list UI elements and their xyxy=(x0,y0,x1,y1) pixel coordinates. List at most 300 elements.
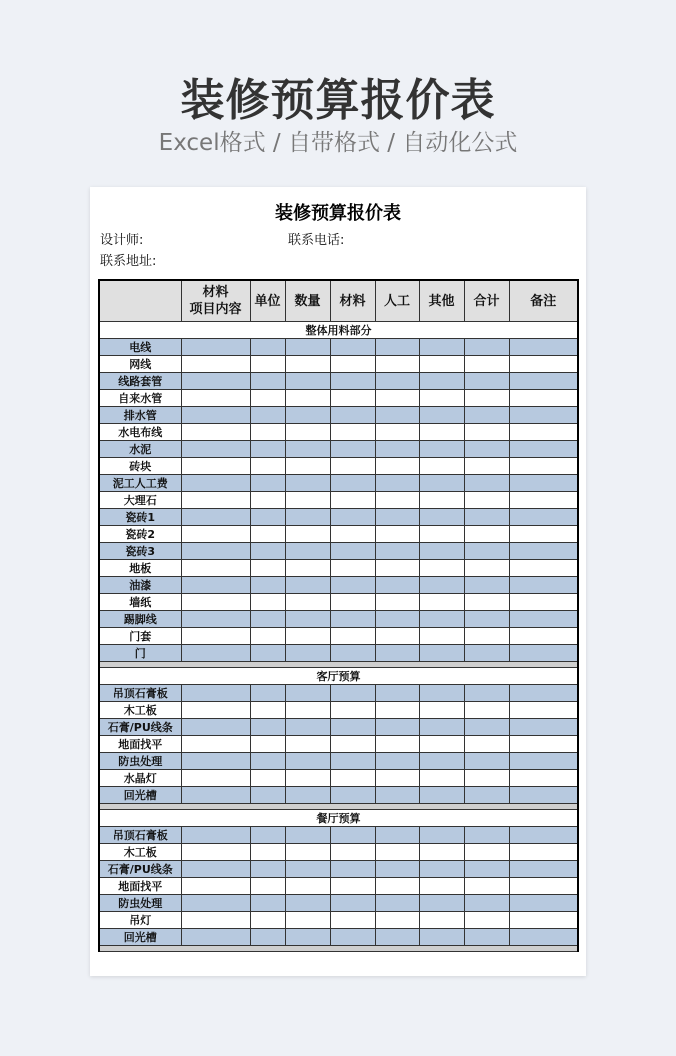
input-cell[interactable] xyxy=(509,645,578,662)
input-cell[interactable] xyxy=(181,787,250,804)
input-cell[interactable] xyxy=(464,373,509,390)
input-cell[interactable] xyxy=(509,356,578,373)
input-cell[interactable] xyxy=(285,861,330,878)
section-divider-cell xyxy=(99,946,578,952)
input-cell[interactable] xyxy=(419,441,464,458)
input-cell[interactable] xyxy=(285,492,330,509)
item-name-cell: 水电布线 xyxy=(99,424,181,441)
item-name-cell: 石膏/PU线条 xyxy=(99,719,181,736)
input-cell[interactable] xyxy=(250,356,285,373)
input-cell[interactable] xyxy=(419,373,464,390)
input-cell[interactable] xyxy=(330,458,375,475)
input-cell[interactable] xyxy=(250,912,285,929)
section-header-row xyxy=(99,322,578,339)
input-cell[interactable] xyxy=(375,645,419,662)
input-cell[interactable] xyxy=(464,458,509,475)
table-row xyxy=(99,339,578,356)
designer-label: 设计师: xyxy=(100,233,144,248)
input-cell[interactable] xyxy=(330,702,375,719)
input-cell[interactable] xyxy=(509,577,578,594)
input-cell[interactable] xyxy=(181,526,250,543)
input-cell[interactable] xyxy=(419,736,464,753)
input-cell[interactable] xyxy=(285,356,330,373)
input-cell[interactable] xyxy=(285,611,330,628)
input-cell[interactable] xyxy=(419,543,464,560)
input-cell[interactable] xyxy=(419,685,464,702)
input-cell[interactable] xyxy=(464,492,509,509)
table-row xyxy=(99,390,578,407)
input-cell[interactable] xyxy=(181,458,250,475)
table-row xyxy=(99,611,578,628)
input-cell[interactable] xyxy=(330,719,375,736)
input-cell[interactable] xyxy=(330,611,375,628)
input-cell[interactable] xyxy=(181,719,250,736)
input-cell[interactable] xyxy=(419,645,464,662)
table-row xyxy=(99,628,578,645)
input-cell[interactable] xyxy=(464,475,509,492)
input-cell[interactable] xyxy=(375,356,419,373)
input-cell[interactable] xyxy=(330,492,375,509)
item-name-cell: 吊灯 xyxy=(99,912,181,929)
input-cell[interactable] xyxy=(375,844,419,861)
input-cell[interactable] xyxy=(330,628,375,645)
input-cell[interactable] xyxy=(250,787,285,804)
input-cell[interactable] xyxy=(464,543,509,560)
input-cell[interactable] xyxy=(285,844,330,861)
input-cell[interactable] xyxy=(285,702,330,719)
table-row xyxy=(99,356,578,373)
section-header-row xyxy=(99,668,578,685)
input-cell[interactable] xyxy=(419,390,464,407)
input-cell[interactable] xyxy=(509,929,578,946)
input-cell[interactable] xyxy=(330,753,375,770)
input-cell[interactable] xyxy=(419,912,464,929)
input-cell[interactable] xyxy=(285,560,330,577)
input-cell[interactable] xyxy=(250,509,285,526)
input-cell[interactable] xyxy=(464,611,509,628)
input-cell[interactable] xyxy=(419,628,464,645)
input-cell[interactable] xyxy=(181,912,250,929)
address-label: 联系地址: xyxy=(100,254,157,269)
input-cell[interactable] xyxy=(464,390,509,407)
input-cell[interactable] xyxy=(419,339,464,356)
input-cell[interactable] xyxy=(285,929,330,946)
input-cell[interactable] xyxy=(509,736,578,753)
input-cell[interactable] xyxy=(509,509,578,526)
input-cell[interactable] xyxy=(250,475,285,492)
input-cell[interactable] xyxy=(509,827,578,844)
input-cell[interactable] xyxy=(419,560,464,577)
input-cell[interactable] xyxy=(419,509,464,526)
input-cell[interactable] xyxy=(181,356,250,373)
input-cell[interactable] xyxy=(375,611,419,628)
input-cell[interactable] xyxy=(181,509,250,526)
input-cell[interactable] xyxy=(285,390,330,407)
input-cell[interactable] xyxy=(285,770,330,787)
input-cell[interactable] xyxy=(330,929,375,946)
input-cell[interactable] xyxy=(285,475,330,492)
input-cell[interactable] xyxy=(509,543,578,560)
input-cell[interactable] xyxy=(330,685,375,702)
input-cell[interactable] xyxy=(330,390,375,407)
input-cell[interactable] xyxy=(330,356,375,373)
input-cell[interactable] xyxy=(375,543,419,560)
input-cell[interactable] xyxy=(250,492,285,509)
input-cell[interactable] xyxy=(509,441,578,458)
input-cell[interactable] xyxy=(375,929,419,946)
input-cell[interactable] xyxy=(330,844,375,861)
input-cell[interactable] xyxy=(285,719,330,736)
input-cell[interactable] xyxy=(509,458,578,475)
input-cell[interactable] xyxy=(330,594,375,611)
input-cell[interactable] xyxy=(509,861,578,878)
input-cell[interactable] xyxy=(250,685,285,702)
input-cell[interactable] xyxy=(375,424,419,441)
input-cell[interactable] xyxy=(250,719,285,736)
input-cell[interactable] xyxy=(285,594,330,611)
input-cell[interactable] xyxy=(285,577,330,594)
input-cell[interactable] xyxy=(285,895,330,912)
input-cell[interactable] xyxy=(285,407,330,424)
input-cell[interactable] xyxy=(509,895,578,912)
input-cell[interactable] xyxy=(250,373,285,390)
input-cell[interactable] xyxy=(419,577,464,594)
input-cell[interactable] xyxy=(330,441,375,458)
input-cell[interactable] xyxy=(250,458,285,475)
input-cell[interactable] xyxy=(250,611,285,628)
input-cell[interactable] xyxy=(330,736,375,753)
header-cell: 合计 xyxy=(464,280,509,322)
input-cell[interactable] xyxy=(285,526,330,543)
input-cell[interactable] xyxy=(330,373,375,390)
input-cell[interactable] xyxy=(330,424,375,441)
header-cell: 人工 xyxy=(375,280,419,322)
input-cell[interactable] xyxy=(509,526,578,543)
input-cell[interactable] xyxy=(375,736,419,753)
header-cell: 其他 xyxy=(419,280,464,322)
input-cell[interactable] xyxy=(419,492,464,509)
input-cell[interactable] xyxy=(419,424,464,441)
input-cell[interactable] xyxy=(330,543,375,560)
input-cell[interactable] xyxy=(419,895,464,912)
input-cell[interactable] xyxy=(181,339,250,356)
input-cell[interactable] xyxy=(181,543,250,560)
input-cell[interactable] xyxy=(250,339,285,356)
input-cell[interactable] xyxy=(464,702,509,719)
input-cell[interactable] xyxy=(464,912,509,929)
input-cell[interactable] xyxy=(181,475,250,492)
input-cell[interactable] xyxy=(181,424,250,441)
input-cell[interactable] xyxy=(250,407,285,424)
input-cell[interactable] xyxy=(285,441,330,458)
input-cell[interactable] xyxy=(330,895,375,912)
item-name-cell: 踢脚线 xyxy=(99,611,181,628)
input-cell[interactable] xyxy=(419,929,464,946)
input-cell[interactable] xyxy=(464,441,509,458)
table-row xyxy=(99,702,578,719)
input-cell[interactable] xyxy=(181,441,250,458)
input-cell[interactable] xyxy=(181,594,250,611)
input-cell[interactable] xyxy=(330,577,375,594)
input-cell[interactable] xyxy=(181,753,250,770)
input-cell[interactable] xyxy=(250,543,285,560)
input-cell[interactable] xyxy=(419,844,464,861)
input-cell[interactable] xyxy=(419,611,464,628)
table-row xyxy=(99,787,578,804)
input-cell[interactable] xyxy=(509,702,578,719)
input-cell[interactable] xyxy=(464,861,509,878)
input-cell[interactable] xyxy=(464,685,509,702)
input-cell[interactable] xyxy=(375,526,419,543)
input-cell[interactable] xyxy=(375,753,419,770)
input-cell[interactable] xyxy=(181,736,250,753)
input-cell[interactable] xyxy=(181,645,250,662)
input-cell[interactable] xyxy=(330,475,375,492)
table-row xyxy=(99,407,578,424)
input-cell[interactable] xyxy=(285,753,330,770)
input-cell[interactable] xyxy=(285,645,330,662)
input-cell[interactable] xyxy=(375,458,419,475)
input-cell[interactable] xyxy=(250,526,285,543)
input-cell[interactable] xyxy=(419,458,464,475)
input-cell[interactable] xyxy=(181,827,250,844)
input-cell[interactable] xyxy=(419,407,464,424)
input-cell[interactable] xyxy=(181,770,250,787)
input-cell[interactable] xyxy=(375,787,419,804)
input-cell[interactable] xyxy=(285,424,330,441)
input-cell[interactable] xyxy=(509,594,578,611)
input-cell[interactable] xyxy=(375,475,419,492)
input-cell[interactable] xyxy=(181,844,250,861)
table-row xyxy=(99,373,578,390)
input-cell[interactable] xyxy=(464,526,509,543)
input-cell[interactable] xyxy=(509,685,578,702)
input-cell[interactable] xyxy=(181,492,250,509)
input-cell[interactable] xyxy=(509,844,578,861)
input-cell[interactable] xyxy=(419,861,464,878)
input-cell[interactable] xyxy=(250,844,285,861)
input-cell[interactable] xyxy=(330,645,375,662)
input-cell[interactable] xyxy=(181,628,250,645)
input-cell[interactable] xyxy=(375,719,419,736)
input-cell[interactable] xyxy=(509,339,578,356)
input-cell[interactable] xyxy=(285,736,330,753)
input-cell[interactable] xyxy=(419,770,464,787)
input-cell[interactable] xyxy=(464,753,509,770)
input-cell[interactable] xyxy=(375,577,419,594)
input-cell[interactable] xyxy=(250,878,285,895)
input-cell[interactable] xyxy=(419,753,464,770)
input-cell[interactable] xyxy=(464,645,509,662)
input-cell[interactable] xyxy=(464,719,509,736)
input-cell[interactable] xyxy=(181,390,250,407)
input-cell[interactable] xyxy=(330,407,375,424)
input-cell[interactable] xyxy=(330,912,375,929)
input-cell[interactable] xyxy=(330,560,375,577)
input-cell[interactable] xyxy=(375,407,419,424)
input-cell[interactable] xyxy=(509,560,578,577)
input-cell[interactable] xyxy=(419,356,464,373)
input-cell[interactable] xyxy=(419,719,464,736)
input-cell[interactable] xyxy=(375,827,419,844)
spreadsheet-sheet xyxy=(90,187,586,976)
banner-subtitle: Excel格式 / 自带格式 / 自动化公式 xyxy=(158,130,518,156)
input-cell[interactable] xyxy=(419,594,464,611)
input-cell[interactable] xyxy=(509,390,578,407)
input-cell[interactable] xyxy=(250,753,285,770)
input-cell[interactable] xyxy=(285,458,330,475)
input-cell[interactable] xyxy=(375,770,419,787)
input-cell[interactable] xyxy=(375,895,419,912)
input-cell[interactable] xyxy=(375,628,419,645)
header-cell: 材料 xyxy=(330,280,375,322)
input-cell[interactable] xyxy=(419,827,464,844)
input-cell[interactable] xyxy=(285,827,330,844)
input-cell[interactable] xyxy=(181,929,250,946)
input-cell[interactable] xyxy=(181,878,250,895)
input-cell[interactable] xyxy=(464,339,509,356)
input-cell[interactable] xyxy=(464,577,509,594)
input-cell[interactable] xyxy=(375,702,419,719)
input-cell[interactable] xyxy=(250,645,285,662)
input-cell[interactable] xyxy=(375,373,419,390)
input-cell[interactable] xyxy=(419,702,464,719)
input-cell[interactable] xyxy=(464,787,509,804)
input-cell[interactable] xyxy=(375,594,419,611)
input-cell[interactable] xyxy=(375,685,419,702)
input-cell[interactable] xyxy=(464,628,509,645)
header-cell: 数量 xyxy=(285,280,330,322)
input-cell[interactable] xyxy=(464,509,509,526)
input-cell[interactable] xyxy=(330,770,375,787)
input-cell[interactable] xyxy=(375,441,419,458)
input-cell[interactable] xyxy=(181,373,250,390)
input-cell[interactable] xyxy=(509,492,578,509)
input-cell[interactable] xyxy=(250,770,285,787)
input-cell[interactable] xyxy=(375,878,419,895)
input-cell[interactable] xyxy=(509,912,578,929)
item-name-cell: 回光槽 xyxy=(99,929,181,946)
item-name-cell: 门套 xyxy=(99,628,181,645)
input-cell[interactable] xyxy=(250,702,285,719)
input-cell[interactable] xyxy=(509,373,578,390)
input-cell[interactable] xyxy=(285,912,330,929)
input-cell[interactable] xyxy=(464,929,509,946)
input-cell[interactable] xyxy=(285,509,330,526)
input-cell[interactable] xyxy=(330,339,375,356)
input-cell[interactable] xyxy=(181,685,250,702)
input-cell[interactable] xyxy=(375,560,419,577)
input-cell[interactable] xyxy=(509,878,578,895)
input-cell[interactable] xyxy=(181,560,250,577)
input-cell[interactable] xyxy=(464,356,509,373)
input-cell[interactable] xyxy=(285,685,330,702)
input-cell[interactable] xyxy=(509,753,578,770)
input-cell[interactable] xyxy=(464,594,509,611)
input-cell[interactable] xyxy=(181,895,250,912)
input-cell[interactable] xyxy=(330,861,375,878)
input-cell[interactable] xyxy=(250,577,285,594)
input-cell[interactable] xyxy=(464,560,509,577)
input-cell[interactable] xyxy=(375,861,419,878)
input-cell[interactable] xyxy=(509,611,578,628)
input-cell[interactable] xyxy=(464,407,509,424)
input-cell[interactable] xyxy=(250,736,285,753)
input-cell[interactable] xyxy=(419,526,464,543)
input-cell[interactable] xyxy=(285,628,330,645)
input-cell[interactable] xyxy=(181,861,250,878)
item-name-cell: 防虫处理 xyxy=(99,895,181,912)
input-cell[interactable] xyxy=(250,628,285,645)
input-cell[interactable] xyxy=(285,787,330,804)
input-cell[interactable] xyxy=(375,339,419,356)
input-cell[interactable] xyxy=(509,787,578,804)
input-cell[interactable] xyxy=(509,719,578,736)
input-cell[interactable] xyxy=(509,424,578,441)
item-name-cell: 泥工人工费 xyxy=(99,475,181,492)
input-cell[interactable] xyxy=(250,441,285,458)
input-cell[interactable] xyxy=(181,611,250,628)
table-row xyxy=(99,861,578,878)
input-cell[interactable] xyxy=(375,509,419,526)
input-cell[interactable] xyxy=(250,594,285,611)
input-cell[interactable] xyxy=(464,827,509,844)
input-cell[interactable] xyxy=(250,895,285,912)
item-name-cell: 线路套管 xyxy=(99,373,181,390)
input-cell[interactable] xyxy=(375,492,419,509)
item-name-cell: 木工板 xyxy=(99,844,181,861)
item-name-cell: 水泥 xyxy=(99,441,181,458)
input-cell[interactable] xyxy=(330,509,375,526)
input-cell[interactable] xyxy=(285,373,330,390)
input-cell[interactable] xyxy=(464,844,509,861)
input-cell[interactable] xyxy=(509,475,578,492)
input-cell[interactable] xyxy=(464,770,509,787)
input-cell[interactable] xyxy=(285,339,330,356)
input-cell[interactable] xyxy=(250,827,285,844)
header-cell: 单位 xyxy=(250,280,285,322)
input-cell[interactable] xyxy=(419,787,464,804)
input-cell[interactable] xyxy=(250,861,285,878)
input-cell[interactable] xyxy=(181,407,250,424)
input-cell[interactable] xyxy=(509,628,578,645)
input-cell[interactable] xyxy=(181,702,250,719)
input-cell[interactable] xyxy=(250,560,285,577)
input-cell[interactable] xyxy=(464,424,509,441)
input-cell[interactable] xyxy=(509,407,578,424)
input-cell[interactable] xyxy=(285,878,330,895)
input-cell[interactable] xyxy=(250,424,285,441)
input-cell[interactable] xyxy=(375,912,419,929)
table-row xyxy=(99,929,578,946)
input-cell[interactable] xyxy=(509,770,578,787)
input-cell[interactable] xyxy=(419,878,464,895)
input-cell[interactable] xyxy=(250,390,285,407)
input-cell[interactable] xyxy=(464,878,509,895)
input-cell[interactable] xyxy=(330,787,375,804)
input-cell[interactable] xyxy=(375,390,419,407)
input-cell[interactable] xyxy=(285,543,330,560)
input-cell[interactable] xyxy=(330,878,375,895)
input-cell[interactable] xyxy=(330,526,375,543)
input-cell[interactable] xyxy=(250,929,285,946)
input-cell[interactable] xyxy=(419,475,464,492)
input-cell[interactable] xyxy=(464,736,509,753)
input-cell[interactable] xyxy=(330,827,375,844)
input-cell[interactable] xyxy=(464,895,509,912)
input-cell[interactable] xyxy=(181,577,250,594)
table-row xyxy=(99,509,578,526)
